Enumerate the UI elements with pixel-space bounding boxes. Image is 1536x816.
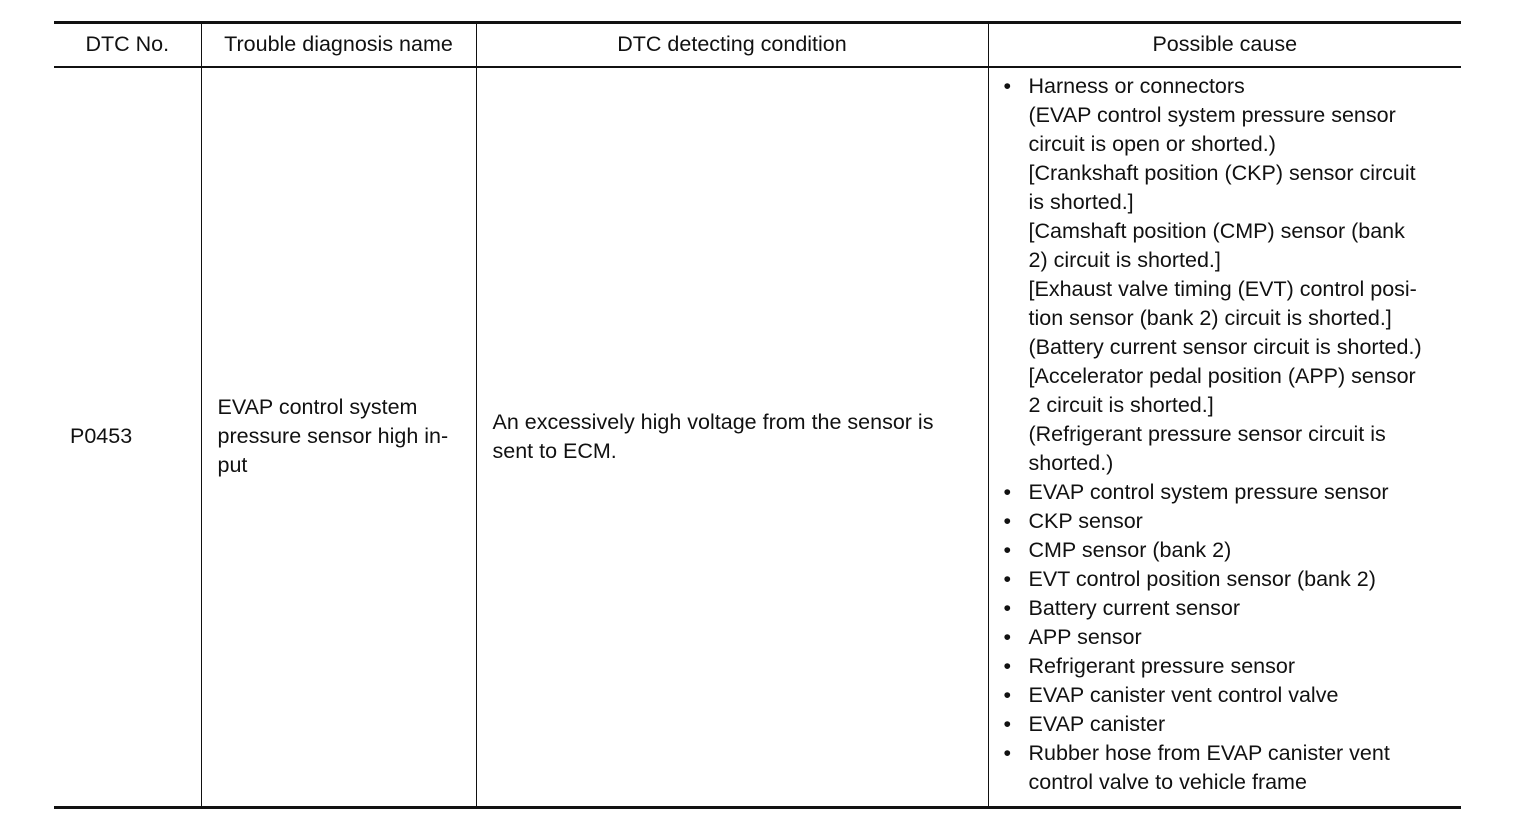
- cause-line: EVAP canister vent control valve: [1028, 682, 1339, 707]
- bullet-icon: •: [1003, 711, 1012, 736]
- cause-line: [Accelerator pedal position (APP) sensor: [1028, 363, 1416, 388]
- cause-line: circuit is open or shorted.): [1028, 131, 1276, 156]
- cause-line: [Camshaft position (CMP) sensor (bank: [1028, 218, 1405, 243]
- cause-line: 2) circuit is shorted.]: [1028, 247, 1221, 272]
- cause-text: [1029, 478, 1458, 507]
- table-body: [54, 67, 1461, 808]
- header-trouble-diagnosis-name: Trouble diagnosis name: [201, 23, 476, 67]
- bullet-icon: •: [1003, 682, 1012, 707]
- cause-text: [1029, 710, 1458, 739]
- list-item: [1003, 565, 1458, 594]
- trouble-name-cell: [201, 67, 476, 808]
- condition-line: An excessively high voltage from the sensor is: [492, 409, 934, 434]
- list-item: [1003, 478, 1458, 507]
- list-item: [1003, 72, 1458, 478]
- cause-line: tion sensor (bank 2) circuit is shorted.]: [1028, 305, 1392, 330]
- condition-line: sent to ECM.: [492, 438, 617, 463]
- bullet-icon: •: [1003, 508, 1012, 533]
- list-item: [1003, 536, 1458, 565]
- cause-line: (EVAP control system pressure sensor: [1028, 102, 1396, 127]
- list-item: [1003, 710, 1458, 739]
- cause-text: [1029, 536, 1458, 565]
- cause-line: 2 circuit is shorted.]: [1028, 392, 1214, 417]
- list-item: [1003, 739, 1458, 797]
- cause-line: (Refrigerant pressure sensor circuit is: [1028, 421, 1386, 446]
- header-row: [54, 23, 1461, 67]
- cause-text: [1029, 565, 1458, 594]
- cause-line: shorted.): [1028, 450, 1114, 475]
- cause-line: [Exhaust valve timing (EVT) control posi-: [1028, 276, 1417, 301]
- trouble-name-line: pressure sensor high in-: [217, 424, 449, 449]
- possible-cause-list: [1003, 72, 1458, 797]
- cause-line: (Battery current sensor circuit is shorted.): [1028, 334, 1422, 359]
- trouble-name-line: put: [217, 453, 248, 478]
- cause-line: is shorted.]: [1028, 189, 1134, 214]
- bullet-icon: •: [1003, 595, 1012, 620]
- condition-cell: [476, 67, 988, 808]
- cause-text: [1029, 652, 1458, 681]
- header-dtc-no: DTC No.: [54, 23, 201, 67]
- list-item: [1003, 594, 1458, 623]
- cause-line: Battery current sensor: [1028, 595, 1241, 620]
- cause-line: Rubber hose from EVAP canister vent: [1028, 740, 1390, 765]
- cause-text: [1029, 594, 1458, 623]
- bullet-icon: •: [1003, 479, 1012, 504]
- possible-cause-cell: [988, 67, 1461, 808]
- bullet-icon: •: [1003, 624, 1012, 649]
- list-item: [1003, 507, 1458, 536]
- cause-line: Refrigerant pressure sensor: [1028, 653, 1295, 678]
- trouble-name-line: EVAP control system: [217, 395, 418, 420]
- header-possible-cause: Possible cause: [988, 23, 1461, 67]
- bullet-icon: •: [1003, 537, 1012, 562]
- cause-text: [1029, 623, 1458, 652]
- cause-text: [1029, 72, 1458, 478]
- table-row: [54, 67, 1461, 808]
- cause-text: [1029, 507, 1458, 536]
- cause-line: Harness or connectors: [1028, 73, 1245, 98]
- cause-line: CMP sensor (bank 2): [1028, 537, 1232, 562]
- cause-line: EVAP canister: [1028, 711, 1166, 736]
- bullet-icon: •: [1003, 73, 1012, 98]
- cause-line: [Crankshaft position (CKP) sensor circuit: [1028, 160, 1416, 185]
- list-item: [1003, 681, 1458, 710]
- cause-line: CKP sensor: [1028, 508, 1143, 533]
- table-header: [54, 23, 1461, 67]
- cause-line: control valve to vehicle frame: [1028, 769, 1307, 794]
- cause-line: APP sensor: [1028, 624, 1142, 649]
- bullet-icon: •: [1003, 740, 1012, 765]
- dtc-table: [54, 21, 1461, 809]
- list-item: [1003, 652, 1458, 681]
- bullet-icon: •: [1003, 653, 1012, 678]
- bullet-icon: •: [1003, 566, 1012, 591]
- cause-line: EVT control position sensor (bank 2): [1028, 566, 1376, 591]
- dtc-code-cell: [54, 67, 201, 808]
- header-dtc-detecting-condition: DTC detecting condition: [476, 23, 988, 67]
- cause-text: [1029, 681, 1458, 710]
- cause-line: EVAP control system pressure sensor: [1028, 479, 1389, 504]
- dtc-code: P0453: [70, 424, 133, 449]
- list-item: [1003, 623, 1458, 652]
- cause-text: [1029, 739, 1458, 797]
